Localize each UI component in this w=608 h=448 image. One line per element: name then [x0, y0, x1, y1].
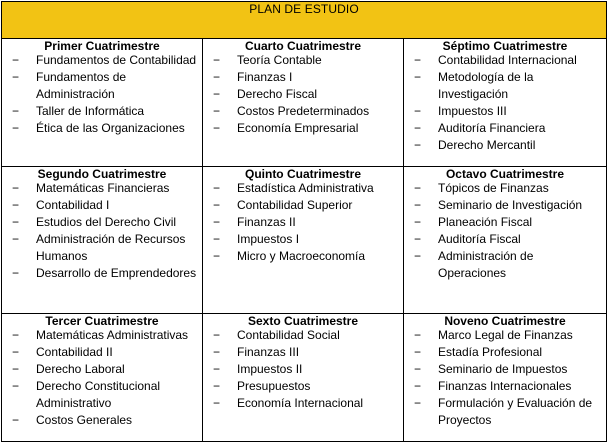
- dash-bullet-icon: −: [414, 379, 422, 393]
- course-name: Derecho Laboral: [36, 362, 125, 376]
- course-item: [404, 327, 606, 344]
- semester-heading: Octavo Cuatrimestre: [445, 167, 565, 181]
- course-name: Seminario de Investigación: [438, 198, 583, 212]
- dash-bullet-icon: −: [213, 121, 221, 135]
- course-item: [203, 52, 403, 69]
- study-plan-table: [1, 1, 607, 442]
- course-list: [2, 180, 202, 282]
- dash-bullet-icon: −: [213, 362, 221, 376]
- course-name: Estadística Administrativa: [237, 181, 374, 195]
- dash-bullet-icon: −: [414, 328, 422, 342]
- course-item: [2, 344, 202, 361]
- course-item: [404, 248, 606, 282]
- semester-cell: [404, 314, 607, 442]
- course-name: Metodología de la Investigación: [438, 70, 534, 101]
- course-item: [404, 120, 606, 137]
- course-item: [2, 103, 202, 120]
- course-name: Administración de Recursos Humanos: [36, 232, 186, 263]
- course-name: Contabilidad Superior: [237, 198, 353, 212]
- semester-cell: [404, 39, 607, 167]
- course-item: [203, 197, 403, 214]
- dash-bullet-icon: −: [12, 232, 20, 246]
- course-item: [203, 69, 403, 86]
- dash-bullet-icon: −: [414, 181, 422, 195]
- course-name: Derecho Fiscal: [237, 87, 318, 101]
- dash-bullet-icon: −: [414, 215, 422, 229]
- dash-bullet-icon: −: [12, 198, 20, 212]
- semester-heading: Cuarto Cuatrimestre: [244, 39, 362, 53]
- course-item: [203, 361, 403, 378]
- course-name: Costos Predeterminados: [237, 104, 370, 118]
- course-item: [404, 214, 606, 231]
- dash-bullet-icon: −: [213, 87, 221, 101]
- course-item: [404, 344, 606, 361]
- course-name: Planeación Fiscal: [438, 215, 533, 229]
- course-name: Marco Legal de Finanzas: [438, 328, 573, 342]
- dash-bullet-icon: −: [12, 328, 20, 342]
- dash-bullet-icon: −: [213, 396, 221, 410]
- dash-bullet-icon: −: [213, 249, 221, 263]
- course-item: [404, 361, 606, 378]
- course-item: [203, 327, 403, 344]
- course-list: [2, 327, 202, 429]
- dash-bullet-icon: −: [12, 70, 20, 84]
- course-name: Ética de las Organizaciones: [36, 121, 185, 135]
- course-name: Estadía Profesional: [438, 345, 543, 359]
- course-list: [404, 327, 606, 429]
- semester-heading: Noveno Cuatrimestre: [444, 314, 566, 328]
- dash-bullet-icon: −: [414, 70, 422, 84]
- dash-bullet-icon: −: [12, 362, 20, 376]
- course-item: [203, 378, 403, 395]
- course-name: Seminario de Impuestos: [438, 362, 568, 376]
- course-item: [2, 231, 202, 265]
- course-item: [203, 180, 403, 197]
- course-name: Contabilidad Social: [237, 328, 340, 342]
- course-name: Derecho Constitucional Administrativo: [36, 379, 161, 410]
- course-name: Contabilidad Internacional: [438, 53, 577, 67]
- course-name: Administración de Operaciones: [438, 249, 534, 280]
- course-item: [203, 214, 403, 231]
- course-name: Presupuestos: [237, 379, 311, 393]
- course-item: [404, 137, 606, 154]
- course-item: [203, 231, 403, 248]
- dash-bullet-icon: −: [12, 215, 20, 229]
- course-item: [404, 231, 606, 248]
- course-item: [2, 412, 202, 429]
- course-item: [203, 395, 403, 412]
- semester-row: [2, 314, 607, 442]
- semester-cell: [203, 314, 404, 442]
- dash-bullet-icon: −: [414, 362, 422, 376]
- semester-cell: [2, 167, 203, 314]
- course-name: Economía Internacional: [237, 396, 364, 410]
- course-name: Finanzas III: [237, 345, 300, 359]
- dash-bullet-icon: −: [213, 181, 221, 195]
- dash-bullet-icon: −: [414, 121, 422, 135]
- course-name: Teoría Contable: [237, 53, 322, 67]
- course-item: [203, 103, 403, 120]
- course-list: [404, 180, 606, 282]
- course-item: [2, 180, 202, 197]
- course-item: [2, 197, 202, 214]
- course-name: Impuestos III: [438, 104, 507, 118]
- course-item: [203, 120, 403, 137]
- course-name: Impuestos II: [237, 362, 303, 376]
- course-item: [2, 265, 202, 282]
- dash-bullet-icon: −: [213, 379, 221, 393]
- dash-bullet-icon: −: [213, 53, 221, 67]
- dash-bullet-icon: −: [12, 121, 20, 135]
- course-name: Economía Empresarial: [237, 121, 359, 135]
- dash-bullet-icon: −: [12, 345, 20, 359]
- dash-bullet-icon: −: [414, 198, 422, 212]
- dash-bullet-icon: −: [213, 328, 221, 342]
- course-name: Auditoría Financiera: [438, 121, 546, 135]
- course-name: Impuestos I: [237, 232, 300, 246]
- semester-heading: Primer Cuatrimestre: [44, 39, 160, 53]
- course-item: [2, 69, 202, 103]
- course-name: Costos Generales: [36, 413, 133, 427]
- course-name: Matemáticas Financieras: [36, 181, 170, 195]
- course-item: [404, 69, 606, 103]
- course-name: Fundamentos de Administración: [36, 70, 127, 101]
- plan-title: PLAN DE ESTUDIO: [2, 2, 607, 39]
- dash-bullet-icon: −: [213, 198, 221, 212]
- course-name: Matemáticas Administrativas: [36, 328, 189, 342]
- semester-heading: Quinto Cuatrimestre: [244, 167, 361, 181]
- dash-bullet-icon: −: [12, 379, 20, 393]
- course-list: [203, 52, 403, 137]
- dash-bullet-icon: −: [12, 181, 20, 195]
- dash-bullet-icon: −: [12, 53, 20, 67]
- course-name: Fundamentos de Contabilidad: [36, 53, 197, 67]
- course-list: [404, 52, 606, 154]
- dash-bullet-icon: −: [213, 70, 221, 84]
- course-item: [2, 214, 202, 231]
- dash-bullet-icon: −: [213, 215, 221, 229]
- course-name: Contabilidad I: [36, 198, 110, 212]
- semester-heading: Sexto Cuatrimestre: [247, 314, 359, 328]
- semester-cell: [203, 167, 404, 314]
- course-name: Estudios del Derecho Civil: [36, 215, 177, 229]
- course-name: Finanzas Internacionales: [438, 379, 572, 393]
- semester-cell: [2, 39, 203, 167]
- semester-row: [2, 167, 607, 314]
- semester-heading: Segundo Cuatrimestre: [37, 167, 167, 181]
- course-name: Finanzas I: [237, 70, 293, 84]
- course-item: [404, 52, 606, 69]
- course-item: [404, 103, 606, 120]
- semester-cell: [203, 39, 404, 167]
- dash-bullet-icon: −: [213, 232, 221, 246]
- semester-cell: [2, 314, 203, 442]
- semester-heading: Tercer Cuatrimestre: [45, 314, 159, 328]
- course-item: [203, 86, 403, 103]
- dash-bullet-icon: −: [12, 266, 20, 280]
- dash-bullet-icon: −: [414, 138, 422, 152]
- dash-bullet-icon: −: [213, 345, 221, 359]
- course-item: [2, 378, 202, 412]
- course-name: Finanzas II: [237, 215, 296, 229]
- course-name: Taller de Informática: [36, 104, 145, 118]
- course-item: [404, 197, 606, 214]
- semester-row: [2, 39, 607, 167]
- course-name: Contabilidad II: [36, 345, 113, 359]
- course-name: Desarrollo de Emprendedores: [36, 266, 197, 280]
- dash-bullet-icon: −: [414, 53, 422, 67]
- course-item: [2, 52, 202, 69]
- course-item: [203, 248, 403, 265]
- dash-bullet-icon: −: [414, 345, 422, 359]
- semester-cell: [404, 167, 607, 314]
- course-name: Formulación y Evaluación de Proyectos: [438, 396, 593, 427]
- dash-bullet-icon: −: [414, 104, 422, 118]
- course-list: [2, 52, 202, 137]
- course-name: Auditoría Fiscal: [438, 232, 521, 246]
- course-name: Micro y Macroeconomía: [237, 249, 366, 263]
- course-name: Tópicos de Finanzas: [438, 181, 549, 195]
- dash-bullet-icon: −: [414, 249, 422, 263]
- course-list: [203, 327, 403, 412]
- course-item: [404, 378, 606, 395]
- course-item: [203, 344, 403, 361]
- course-list: [203, 180, 403, 265]
- course-item: [2, 327, 202, 344]
- dash-bullet-icon: −: [12, 413, 20, 427]
- dash-bullet-icon: −: [213, 104, 221, 118]
- course-item: [2, 361, 202, 378]
- course-item: [404, 180, 606, 197]
- dash-bullet-icon: −: [12, 104, 20, 118]
- dash-bullet-icon: −: [414, 396, 422, 410]
- course-item: [404, 395, 606, 429]
- course-name: Derecho Mercantil: [438, 138, 536, 152]
- semester-heading: Séptimo Cuatrimestre: [442, 39, 568, 53]
- dash-bullet-icon: −: [414, 232, 422, 246]
- course-item: [2, 120, 202, 137]
